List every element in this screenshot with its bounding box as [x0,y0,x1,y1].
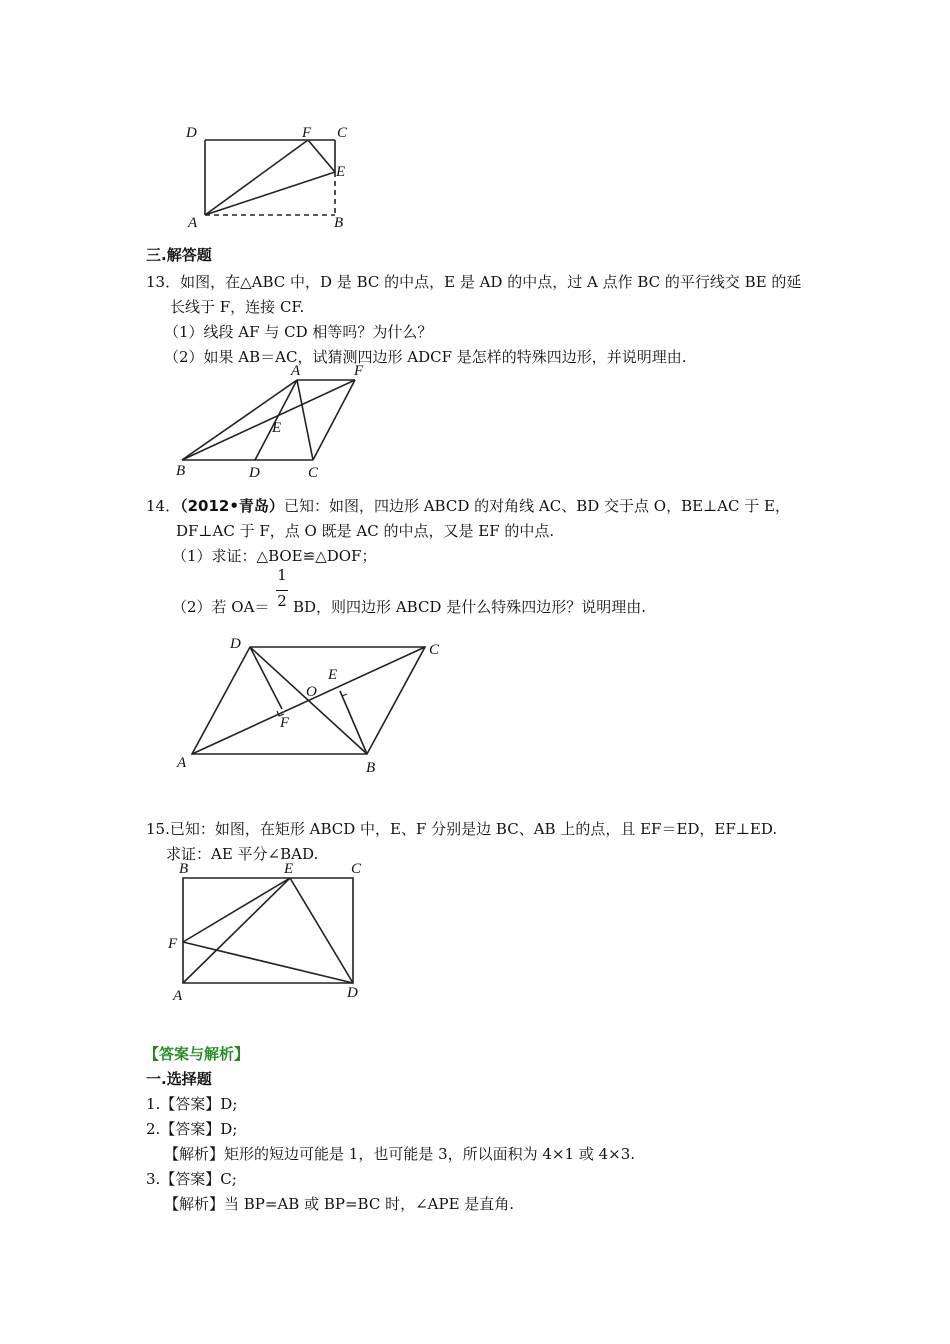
q13-part2: （2）如果 AB＝AC，试猜测四边形 ADCF 是怎样的特殊四边形，并说明理由. [164,348,687,366]
q14-part2-suffix: BD，则四边形 ABCD 是什么特殊四边形？说明理由. [293,598,646,616]
label-A: A [188,215,198,231]
answer-3: 3.【答案】C; [146,1170,237,1188]
q13-part1: （1）线段 AF 与 CD 相等吗？为什么？ [164,323,433,341]
q13-line2: 长线于 F，连接 CF. [170,298,305,316]
label-A: A [291,363,301,379]
q14-text1: 已知：如图，四边形 ABCD 的对角线 AC、BD 交于点 O，BE⊥AC 于 E， [283,497,790,515]
label-C: C [351,861,362,877]
figure-q15 [165,858,375,1008]
label-D: D [186,125,197,141]
q14-number: 14． [146,497,181,515]
fraction-denominator: 2 [277,592,287,610]
label-C: C [308,465,319,481]
q15-line1: 15.已知：如图，在矩形 ABCD 中，E、F 分别是边 BC、AB 上的点，且 EF＝ED，EF⊥ED. [146,820,778,838]
label-D: D [347,985,358,1001]
answer-2: 2.【答案】D; [146,1120,238,1138]
q14-source: （2012•青岛） [180,497,284,515]
figure-q14 [170,632,460,782]
q14-line2: DF⊥AC 于 F，点 O 既是 AC 的中点，又是 EF 的中点. [176,522,555,540]
fraction-bar [276,590,288,591]
label-C: C [337,125,348,141]
figure-q13 [170,360,380,485]
label-F: F [302,125,312,141]
label-E: E [272,420,282,436]
label-O: O [306,684,317,700]
label-C: C [429,642,440,658]
q14-line1 [146,495,790,516]
label-E: E [328,667,338,683]
label-B: B [179,861,189,877]
fraction-one-half [275,566,289,616]
q14-part1: （1）求证：△BOE≌△DOF； [172,547,377,565]
answer-1: 1.【答案】D; [146,1095,238,1113]
label-B: B [334,215,344,231]
label-A: A [173,988,183,1004]
label-D: D [249,465,260,481]
answer-2-explanation: 【解析】矩形的短边可能是 1，也可能是 3，所以面积为 4×1 或 4×3. [164,1145,636,1163]
label-B: B [176,463,186,479]
q13-line1: 13．如图，在△ABC 中，D 是 BC 的中点，E 是 AD 的中点，过 A 点作 BC 的平行线交 BE 的延 [146,273,802,291]
label-D: D [230,636,241,652]
label-F: F [354,363,364,379]
label-F: F [280,715,290,731]
answers-header: 【答案与解析】 [144,1045,250,1063]
q15-line2: 求证：AE 平分∠BAD. [166,845,319,863]
section-title-answer-questions: 三.解答题 [146,246,212,264]
figure-q12 [180,120,360,230]
label-B: B [366,760,376,776]
q14-part2-prefix: （2）若 OA＝ [172,598,270,616]
label-A: A [177,755,187,771]
label-E: E [284,861,294,877]
answers-section1: 一.选择题 [146,1070,212,1088]
fraction-numerator: 1 [277,566,287,584]
label-E: E [336,164,346,180]
label-F: F [168,936,178,952]
answer-3-explanation: 【解析】当 BP=AB 或 BP=BC 时，∠APE 是直角. [164,1195,515,1213]
